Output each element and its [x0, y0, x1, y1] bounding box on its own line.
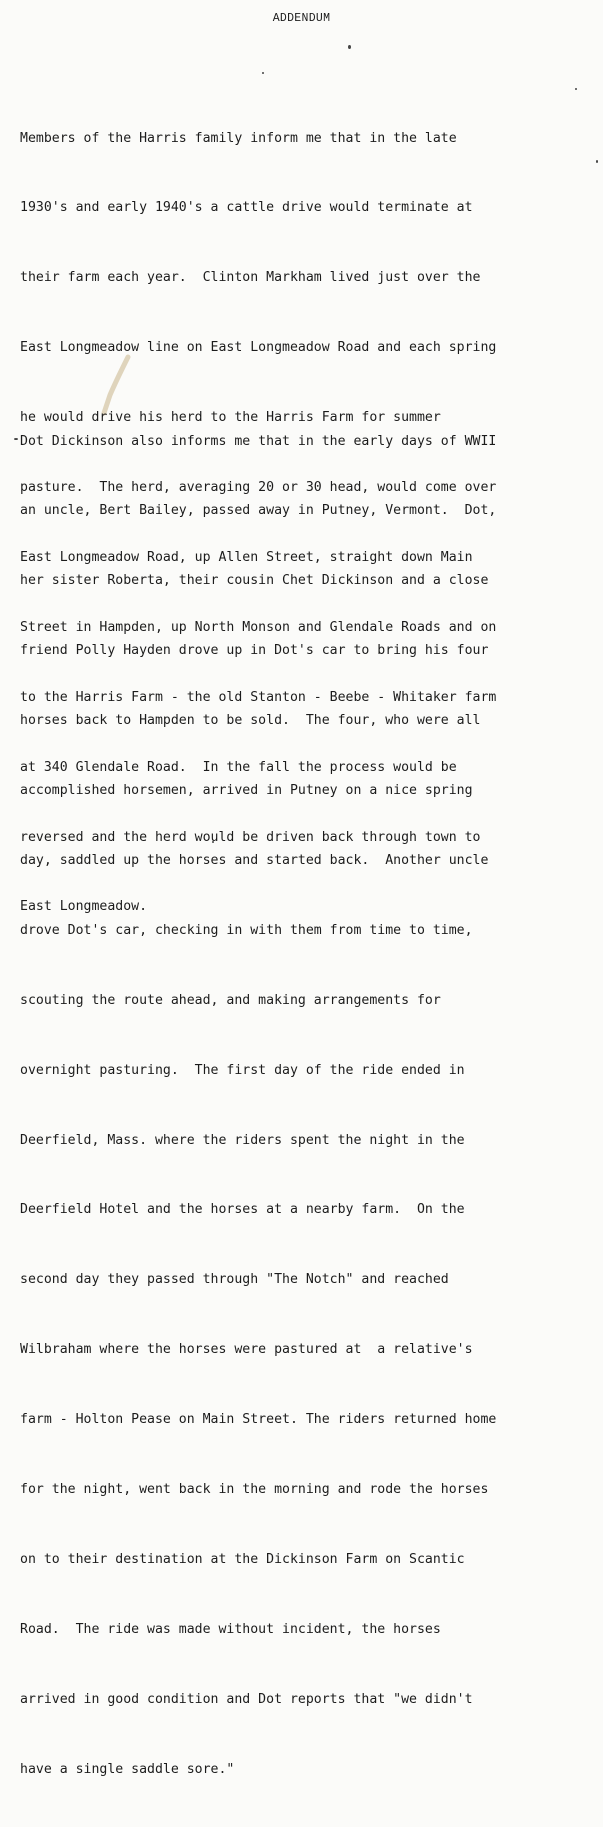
text-line: Deerfield, Mass. where the riders spent the night in the [20, 1132, 465, 1148]
text-line: to the Harris Farm - the old Stanton - Beebe - Whitaker farm [20, 689, 497, 705]
text-line: Dot Dickinson also informs me that in the early days of WWII [20, 433, 497, 449]
text-line: Wilbraham where the horses were pastured at a relative's [20, 1342, 473, 1358]
document-heading: ADDENDUM [272, 12, 331, 25]
text-line: have a single saddle sore." [20, 1761, 235, 1777]
text-line: East Longmeadow line on East Longmeadow Road and each spring [20, 340, 497, 356]
text-line: at 340 Glendale Road. In the fall the process would be [20, 759, 457, 775]
text-line: reversed and the herd would be driven back through town to [20, 829, 481, 845]
text-line: arrived in good condition and Dot reports that "we didn't [20, 1691, 473, 1707]
text-line: accomplished horsemen, arrived in Putney on a nice spring [20, 783, 473, 799]
text-line: second day they passed through "The Notch" and reached [20, 1272, 449, 1288]
text-line: Members of the Harris family inform me that in the late [20, 130, 457, 146]
text-line: friend Polly Hayden drove up in Dot's car to bring his four [20, 643, 489, 659]
text-line: he would drive his herd to the Harris Farm for summer [20, 410, 441, 426]
text-line: East Longmeadow. [20, 899, 148, 915]
text-line: horses back to Hampden to be sold. The four, who were all [20, 713, 481, 729]
text-line: Road. The ride was made without incident, the horses [20, 1621, 441, 1637]
copy-speck [348, 45, 351, 49]
text-line: overnight pasturing. The first day of the ride ended in [20, 1062, 465, 1078]
text-line: scouting the route ahead, and making arrangements for [20, 992, 441, 1008]
text-line: on to their destination at the Dickinson Farm on Scantic [20, 1551, 465, 1567]
text-line: pasture. The herd, averaging 20 or 30 head, would come over [20, 480, 497, 496]
text-line: her sister Roberta, their cousin Chet Dickinson and a close [20, 573, 489, 589]
copy-speck [575, 88, 577, 90]
copy-speck [262, 72, 264, 74]
text-line: Street in Hampden, up North Monson and Glendale Roads and on [20, 619, 497, 635]
text-line: their farm each year. Clinton Markham lived just over the [20, 270, 481, 286]
text-line: farm - Holton Pease on Main Street. The riders returned home [20, 1412, 497, 1428]
copy-speck [596, 160, 598, 163]
text-line: East Longmeadow Road, up Allen Street, straight down Main [20, 549, 473, 565]
text-line: Deerfield Hotel and the horses at a nearby farm. On the [20, 1202, 465, 1218]
paragraph-horse-ride [20, 383, 496, 1827]
text-line: drove Dot's car, checking in with them from time to time, [20, 922, 473, 938]
text-line: an uncle, Bert Bailey, passed away in Putney, Vermont. Dot, [20, 503, 497, 519]
text-line: day, saddled up the horses and started back. Another uncle [20, 852, 489, 868]
text-line: 1930's and early 1940's a cattle drive would terminate at [20, 200, 473, 216]
text-line: for the night, went back in the morning and rode the horses [20, 1481, 489, 1497]
copy-speck [14, 438, 18, 440]
